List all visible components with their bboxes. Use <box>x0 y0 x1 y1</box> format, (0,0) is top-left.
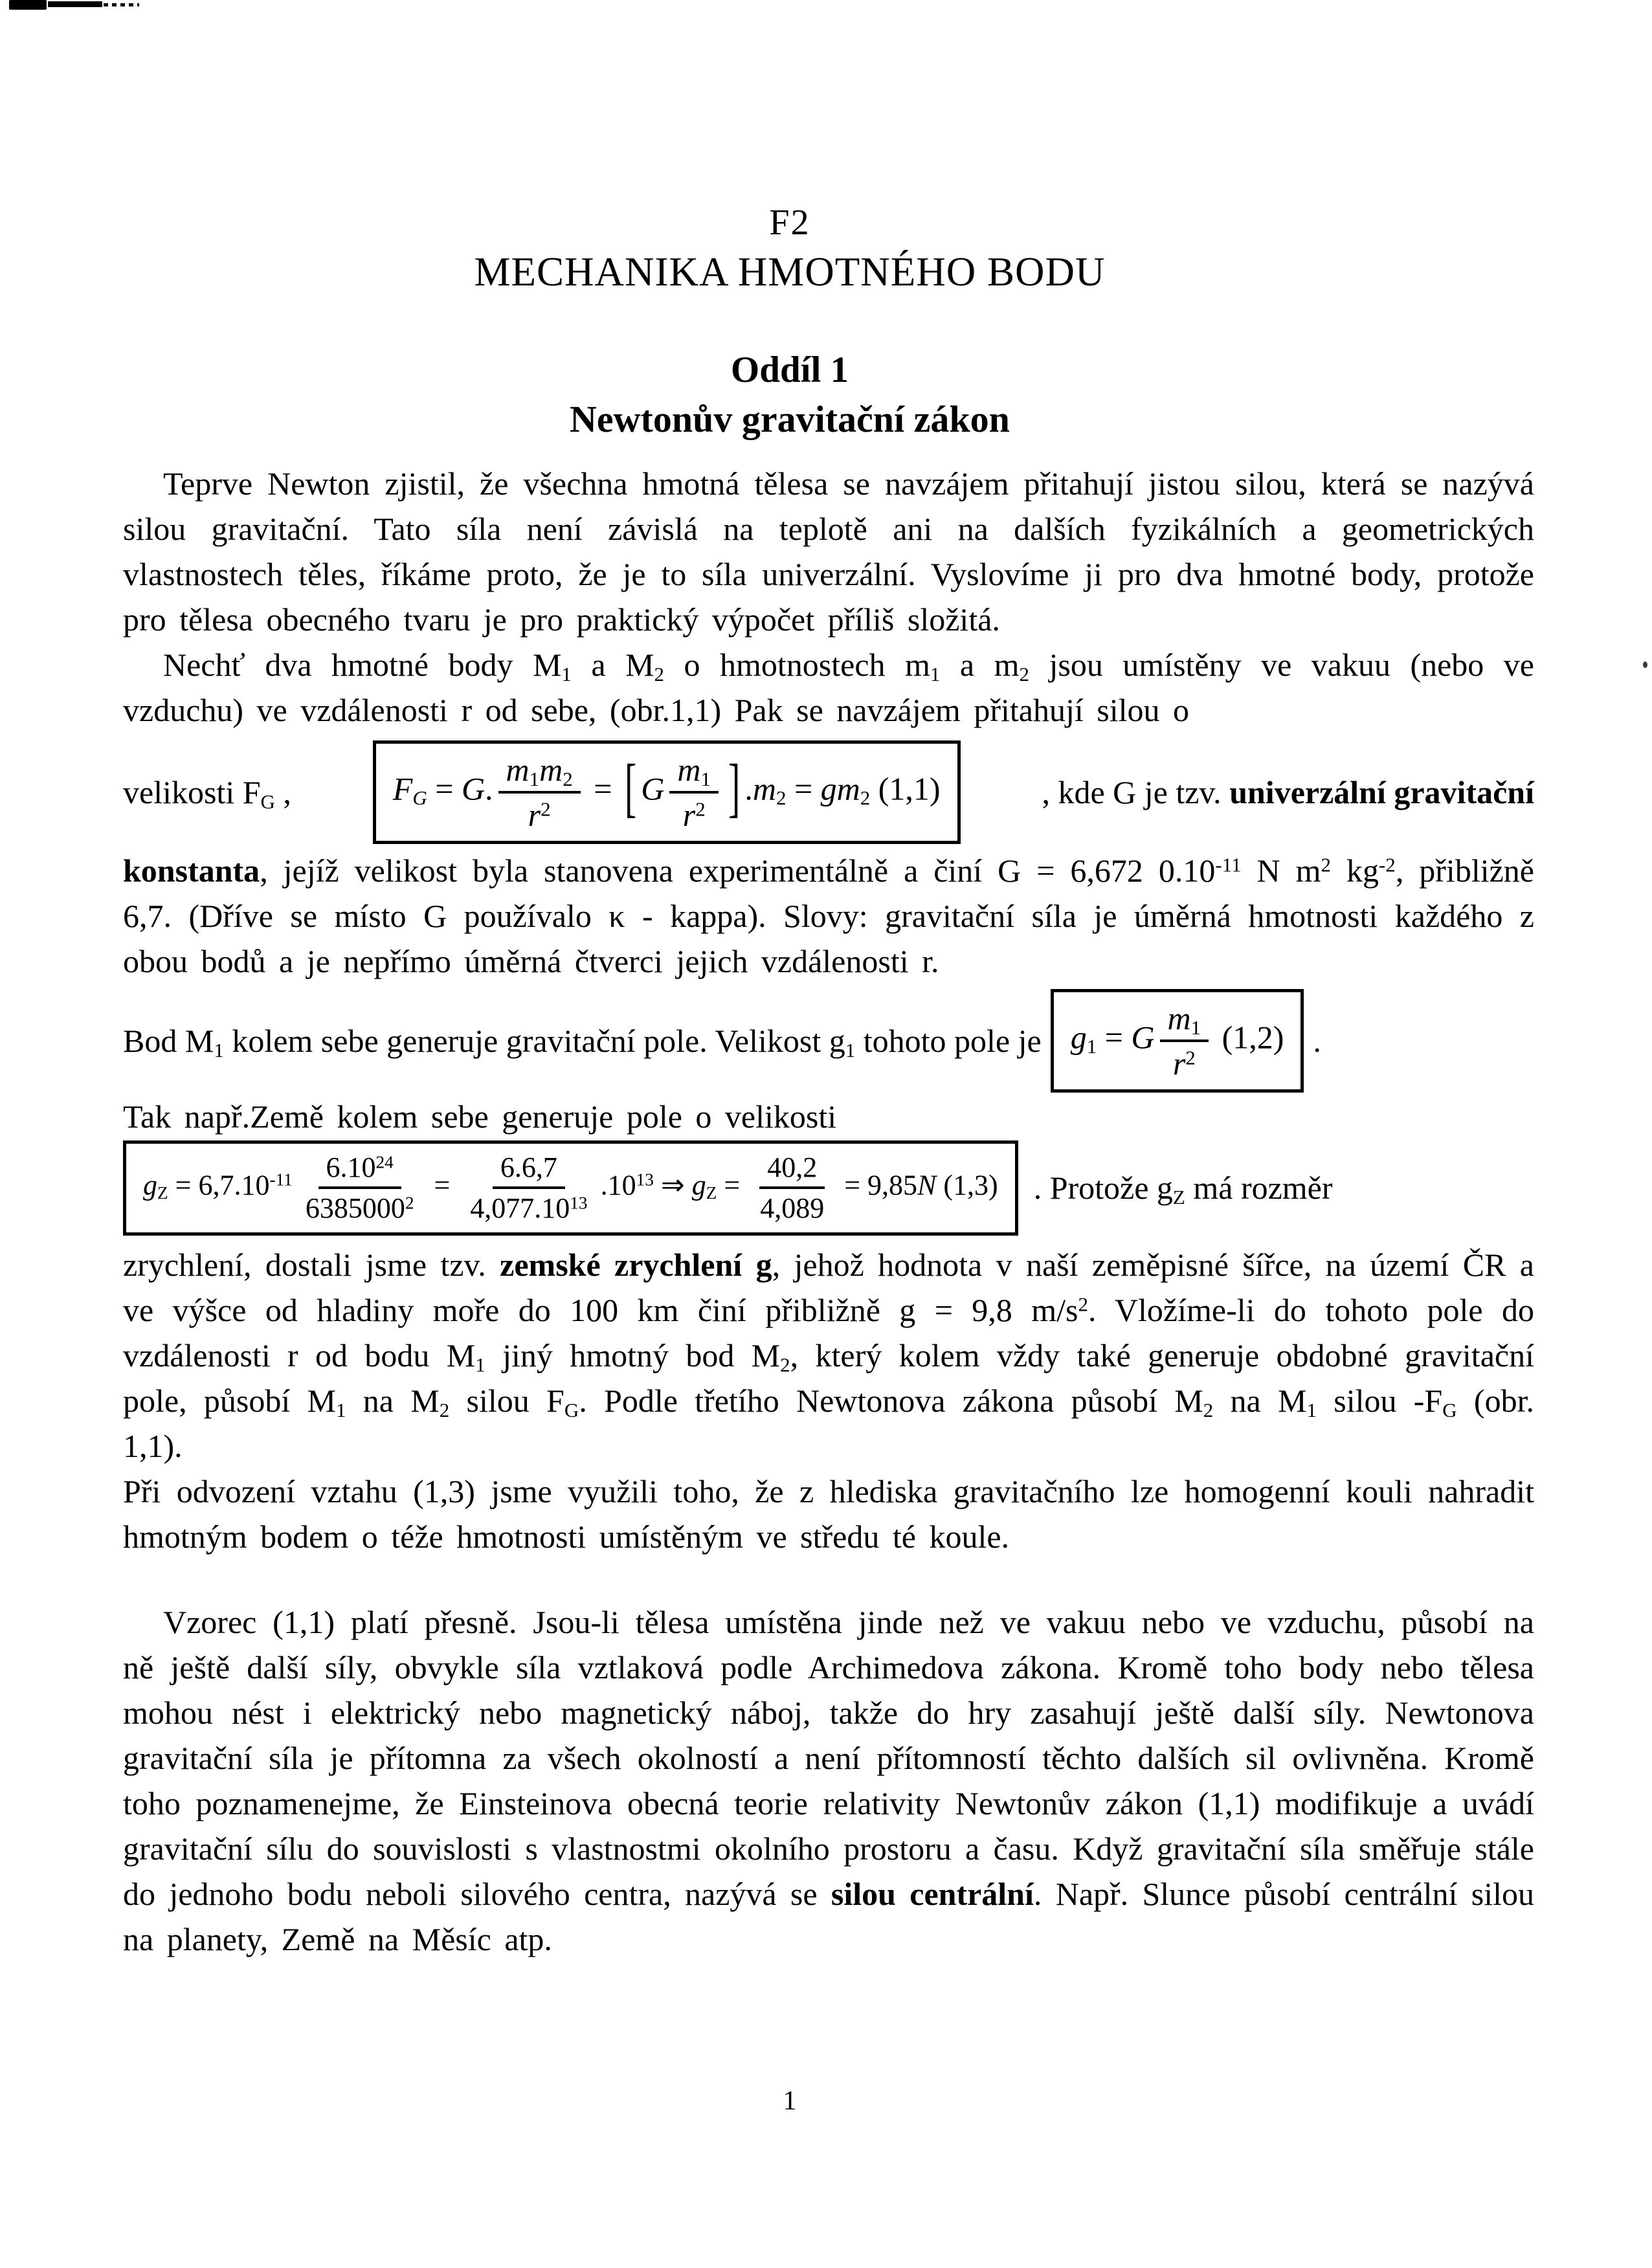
equation-1-1-lead-text: velikosti $F_G$ , <box>123 774 291 813</box>
body-text <box>123 461 1534 1962</box>
section-title: Newtonův gravitační zákon <box>570 398 1010 440</box>
equation-1-1: $F_G = G$. $\frac{m_1m_2}{r^2}$ = [ G $\frac{m_1}{r^2}$ ] $.m_2 = gm_2$ (1,1) <box>392 751 941 833</box>
equation-row-1-1 <box>123 740 1534 844</box>
paragraph-formula-validity: Vzorec (1,1) platí přesně. Jsou-li tělesa umístěna jinde než ve vakuu nebo ve vzduchu, působí na ně ještě další síly, obvykle síla vztlaková podle Archimedova zákona. Kromě toho body nebo tělesa mohou nést i elektrický nebo magnetický náboj, takže do hry zasahují ještě další síly. Newtonova gravitační síla je přítomna za všech okolností a není přítomností těchto dalších sil ovlivněna. Kromě toho poznamenejme, že Einsteinova obecná teorie relativity Newtonův zákon (1,1) modifikuje a uvádí gravitační sílu do souvislosti s vlastnostmi okolního prostoru a času. Když gravitační síla směřuje stále do jednoho bodu neboli silového centra, nazývá se silou centrální. Např. Slunce působí centrální silou na planety, Země na Měsíc atp. <box>123 1603 1535 1957</box>
equation-1-3: $g_Z = 6,7.10^{-11}$ $\frac{6.10^{24}}{6385000^2}$ = $\frac{6.6,7}{4,077.10^{13}}$ $.10^{13}$ ⇒ $g_Z$ = $\frac{40,2}{4,089}$ = 9,85N (1,3) <box>143 1151 998 1225</box>
ink-speck <box>1643 662 1647 668</box>
page-number: 1 <box>783 2086 797 2116</box>
equation-1-3-trail-text: . Protože $g_Z$ má rozměr <box>1033 1170 1333 1209</box>
scan-artifact-dots <box>104 3 139 6</box>
scan-artifact-line <box>48 1 102 7</box>
paragraph-constant: konstanta, jejíž velikost byla stanovena experimentálně a činí G = 6,672 $0.10^{-11}$ N $m^2$ $kg^{-2}$, přibližně 6,7. (Dříve se místo G používalo κ - kappa). Slovy: gravitační síla je úměrná hmotnosti každého z obou bodů a je nepřímo úměrná čtverci jejich vzdálenosti r. <box>123 852 1534 979</box>
equation-row-1-3 <box>123 1140 1534 1236</box>
chapter-code: F2 <box>769 203 810 243</box>
equation-1-2-lead-text: Bod $M_1$ kolem sebe generuje gravitační pole. Velikost $g_1$ tohoto pole je <box>123 1023 1042 1062</box>
paragraph-intro: Teprve Newton zjistil, že všechna hmotná tělesa se navzájem přitahují jistou silou, která se nazývá silou gravitační. Tato síla není závislá na teplotě ani na dalších fyzikálních a geometrických vlastnostech těles, říkáme proto, že je to síla univerzální. Vyslovíme ji pro dva hmotné body, protože pro tělesa obecného tvaru je pro praktický výpočet příliš složitá. <box>123 465 1534 638</box>
paragraph-two-bodies: Nechť dva hmotné body $M_1$ a $M_2$ o hmotnostech $m_1$ a $m_2$ jsou umístěny ve vakuu (nebo ve vzduchu) ve vzdálenosti r od sebe, (obr.1,1) Pak se navzájem přitahují silou o <box>123 647 1534 728</box>
equation-row-1-2 <box>123 989 1534 1093</box>
equation-box-1-3 <box>123 1140 1018 1236</box>
section-label: Oddíl 1 <box>730 350 849 390</box>
scan-artifact-blob <box>9 0 47 10</box>
page-title: MECHANIKA HMOTNÉHO BODU <box>474 249 1106 295</box>
page-heading <box>84 202 1495 441</box>
equation-1-2-trail-text: . <box>1313 1023 1321 1059</box>
equation-box-1-2 <box>1051 989 1304 1093</box>
paragraph-derivation-note: Při odvození vztahu (1,3) jsme využili toho, že z hlediska gravitačního lze homogenní kouli nahradit hmotným bodem o téže hmotnosti umístěným ve středu té koule. <box>123 1473 1534 1555</box>
paragraph-earth-acceleration: zrychlení, dostali jsme tzv. zemské zrychlení g, jehož hodnota v naší zeměpisné šířce, na území ČR a ve výšce od hladiny moře do 100 km činí přibližně g = 9,8 $m/s^2$. Vložíme-li do tohoto pole do vzdálenosti r od bodu $M_1$ jiný hmotný bod $M_2$, který kolem vždy také generuje obdobné gravitační pole, působí $M_1$ na $M_2$ silou $F_G$. Podle třetího Newtonova zákona působí $M_2$ na $M_1$ silou $-F_G$ (obr. 1,1). <box>123 1246 1534 1464</box>
equation-box-1-1 <box>373 740 961 844</box>
earth-field-intro: Tak např.Země kolem sebe generuje pole o velikosti <box>123 1098 837 1135</box>
equation-1-1-trail-text: , kde G je tzv. univerzální gravitační <box>1042 774 1534 810</box>
equation-1-2: $g_1 = G$ $\frac{m_1}{r^2}$ (1,2) <box>1070 1000 1284 1082</box>
